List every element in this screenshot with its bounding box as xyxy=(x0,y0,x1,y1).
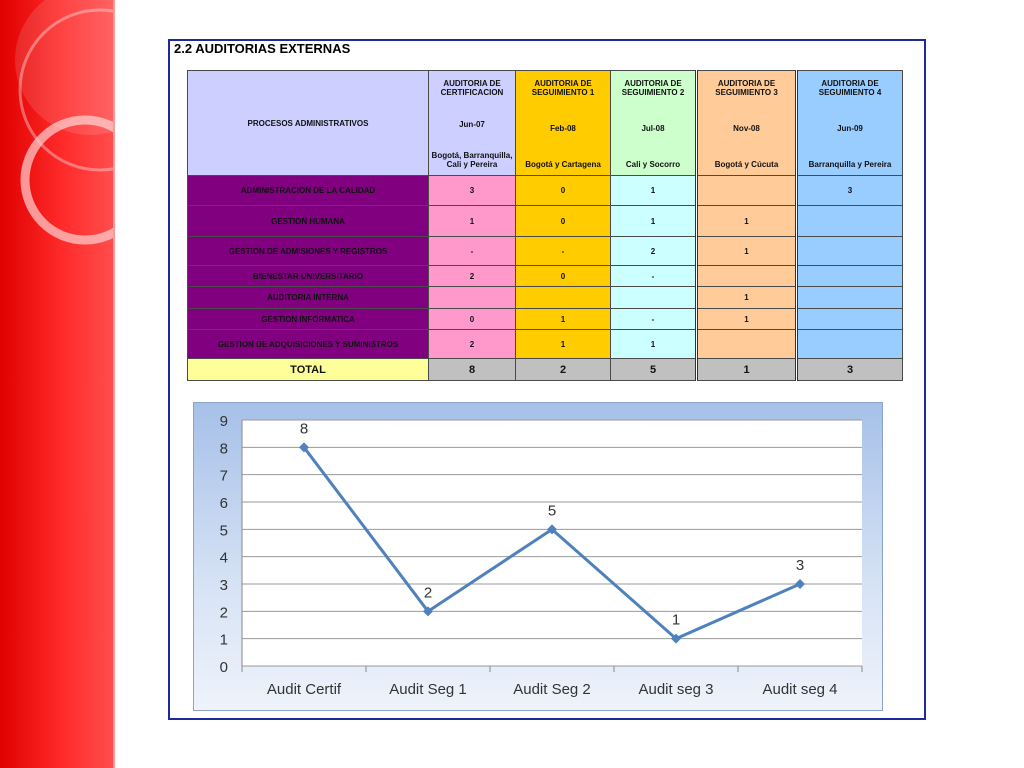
cell: 1 xyxy=(429,206,516,237)
x-tick-label: Audit Seg 2 xyxy=(513,681,591,698)
total-label: TOTAL xyxy=(188,359,429,381)
cell: 1 xyxy=(516,330,611,359)
header-col-3-name: AUDITORIA DE SEGUIMIENTO 2 xyxy=(621,79,685,97)
cell: 1 xyxy=(697,206,797,237)
decorative-red-sidebar xyxy=(0,0,113,768)
table-row xyxy=(188,206,903,237)
row-process: AUDITORIA INTERNA xyxy=(188,287,429,309)
x-tick-label: Audit seg 4 xyxy=(762,681,838,698)
data-label: 3 xyxy=(795,557,805,574)
table-row xyxy=(188,287,903,309)
header-col-2-date: Feb-08 xyxy=(550,124,576,133)
header-col-3-places: Cali y Socorro xyxy=(625,160,681,169)
x-tick-label: Audit Certif xyxy=(266,681,342,698)
header-col-4-places: Bogotá y Cúcuta xyxy=(714,160,779,169)
header-col-1-date: Jun-07 xyxy=(459,119,485,129)
row-process: BIENESTAR UNIVERSITARIO xyxy=(188,266,429,287)
table-row xyxy=(188,176,903,206)
y-tick-label: 5 xyxy=(219,522,228,540)
cell: 1 xyxy=(697,287,797,309)
y-tick-label: 8 xyxy=(219,440,228,458)
header-col-5-date: Jun-09 xyxy=(837,124,863,133)
cell: 2 xyxy=(429,330,516,359)
cell: - xyxy=(516,237,611,266)
header-col-4 xyxy=(697,71,797,176)
total-cell: 1 xyxy=(697,359,797,381)
cell: 2 xyxy=(429,266,516,287)
row-process: GESTION INFORMATICA xyxy=(188,309,429,330)
cell: 1 xyxy=(611,206,697,237)
header-col-4-date: Nov-08 xyxy=(733,124,760,133)
row-process: ADMINISTRACION DE LA CALIDAD xyxy=(188,176,429,206)
row-process: GESTION DE ADMISIONES Y REGISTROS xyxy=(188,237,429,266)
table-row xyxy=(188,266,903,287)
header-col-2-name: AUDITORIA DE SEGUIMIENTO 1 xyxy=(531,79,595,97)
cell: - xyxy=(611,309,697,330)
total-cell: 2 xyxy=(516,359,611,381)
header-col-2-places: Bogotá y Cartagena xyxy=(525,160,601,169)
page-title: 2.2 AUDITORIAS EXTERNAS xyxy=(174,41,351,56)
cell xyxy=(797,309,903,330)
y-tick-label: 0 xyxy=(219,659,228,676)
cell: 3 xyxy=(429,176,516,206)
cell: 3 xyxy=(797,176,903,206)
sidebar-edge xyxy=(113,0,115,768)
cell xyxy=(697,266,797,287)
y-tick-label: 2 xyxy=(219,604,228,622)
cell: 2 xyxy=(611,237,697,266)
header-col-1-name: AUDITORIA DE CERTIFICACION xyxy=(440,79,504,97)
cell: 1 xyxy=(611,176,697,206)
header-col-1-places: Bogotá, Barranquilla, Cali y Pereira xyxy=(431,151,513,169)
data-label: 1 xyxy=(671,611,681,629)
y-tick-label: 7 xyxy=(219,467,228,485)
header-col-4-name: AUDITORIA DE SEGUIMIENTO 3 xyxy=(715,79,778,97)
decorative-circles xyxy=(0,0,113,768)
audit-table xyxy=(187,70,903,381)
cell: 1 xyxy=(697,237,797,266)
cell: - xyxy=(429,237,516,266)
header-col-1 xyxy=(429,71,516,176)
y-tick-label: 6 xyxy=(219,495,228,512)
header-col-5-places: Barranquilla y Pereira xyxy=(808,160,892,169)
cell: 0 xyxy=(429,309,516,330)
cell xyxy=(697,330,797,359)
header-col-5 xyxy=(797,71,903,176)
cell xyxy=(797,330,903,359)
cell xyxy=(797,237,903,266)
table-row xyxy=(188,237,903,266)
cell xyxy=(797,287,903,309)
table-row xyxy=(188,330,903,359)
cell: 0 xyxy=(516,266,611,287)
cell: 1 xyxy=(516,309,611,330)
row-process: GESTION HUMANA xyxy=(188,206,429,237)
line-chart-svg xyxy=(194,403,884,712)
table-header-row xyxy=(188,71,903,176)
cell xyxy=(697,176,797,206)
total-cell: 8 xyxy=(429,359,516,381)
cell xyxy=(797,206,903,237)
header-process: PROCESOS ADMINISTRATIVOS xyxy=(188,71,429,176)
header-col-5-name: AUDITORIA DE SEGUIMIENTO 4 xyxy=(818,79,882,97)
x-tick-label: Audit seg 3 xyxy=(638,681,714,698)
cell: 1 xyxy=(697,309,797,330)
x-tick-label: Audit Seg 1 xyxy=(389,681,467,698)
cell: 0 xyxy=(516,176,611,206)
row-process: GESTION DE ADQUISICIONES Y SUMINISTROS xyxy=(188,330,429,359)
header-col-2 xyxy=(516,71,611,176)
y-tick-label: 9 xyxy=(219,413,228,430)
y-tick-label: 4 xyxy=(219,549,228,567)
table-row xyxy=(188,309,903,330)
header-col-3 xyxy=(611,71,697,176)
line-chart xyxy=(193,402,883,711)
total-cell: 3 xyxy=(797,359,903,381)
y-tick-label: 1 xyxy=(219,631,228,649)
cell: - xyxy=(611,266,697,287)
total-cell: 5 xyxy=(611,359,697,381)
data-label: 5 xyxy=(547,502,557,520)
y-tick-label: 3 xyxy=(219,577,228,594)
cell xyxy=(429,287,516,309)
plot-area xyxy=(242,420,862,666)
cell: 1 xyxy=(611,330,697,359)
total-row xyxy=(188,359,903,381)
data-label: 2 xyxy=(423,584,433,602)
cell xyxy=(611,287,697,309)
cell xyxy=(516,287,611,309)
cell xyxy=(797,266,903,287)
data-label: 8 xyxy=(299,420,309,438)
header-col-3-date: Jul-08 xyxy=(641,124,665,133)
cell: 0 xyxy=(516,206,611,237)
